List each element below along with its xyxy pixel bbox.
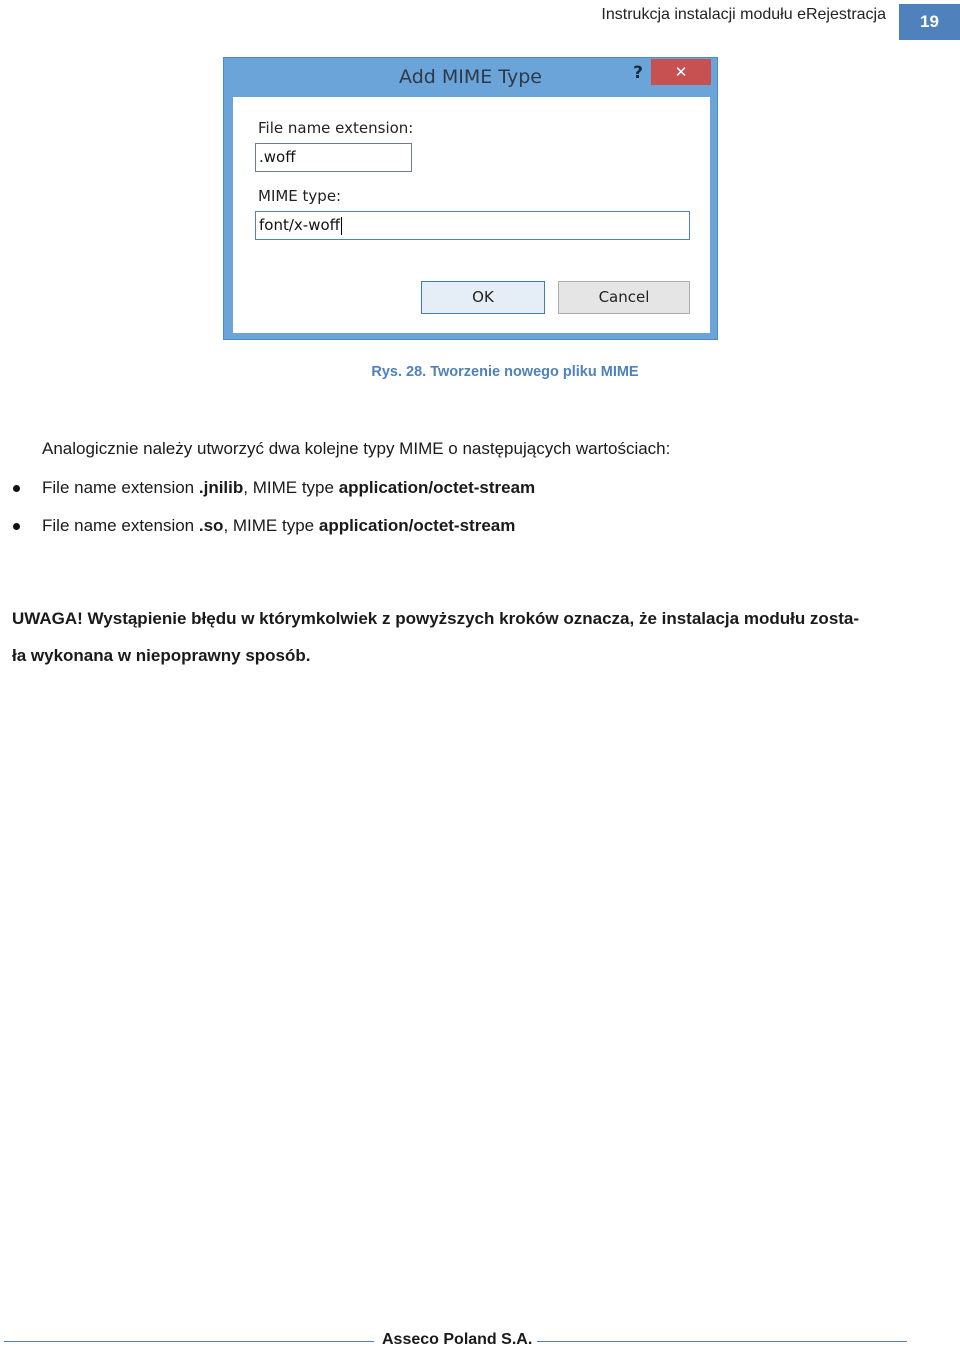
dialog-body — [233, 97, 710, 333]
help-icon[interactable]: ? — [633, 63, 643, 83]
bullet-mid: , MIME type — [243, 478, 339, 497]
bullet-mime-type: application/octet-stream — [318, 516, 516, 535]
bullet-prefix: File name extension — [42, 478, 199, 497]
list-item — [42, 478, 535, 498]
dialog-title: Add MIME Type — [399, 66, 542, 88]
header-title: Instrukcja instalacji modułu eRejestracja — [601, 6, 886, 23]
warning-note — [12, 600, 912, 674]
warning-line: ła wykonana w niepoprawny sposób. — [12, 646, 311, 665]
close-button[interactable]: ✕ — [651, 59, 711, 85]
extension-label: File name extension: — [258, 119, 414, 137]
ok-button[interactable]: OK — [421, 281, 545, 314]
footer-company: Asseco Poland S.A. — [382, 1331, 533, 1348]
warning-line: UWAGA! Wystąpienie błędu w którymkolwiek z powyższych kroków oznacza, że instalacja modułu zosta- — [12, 609, 860, 628]
bullet-extension: .jnilib — [198, 478, 244, 497]
mime-type-input[interactable] — [255, 211, 690, 240]
add-mime-type-dialog — [223, 57, 718, 340]
bullet-icon — [13, 485, 20, 492]
intro-paragraph: Analogicznie należy utworzyć dwa kolejne typy MIME o następujących wartościach: — [42, 439, 671, 458]
mime-type-value: font/x-woff — [259, 216, 340, 234]
bullet-extension: .so — [198, 516, 224, 535]
mime-type-label: MIME type: — [258, 187, 342, 205]
footer-divider — [4, 1341, 374, 1342]
extension-input[interactable]: .woff — [255, 143, 412, 172]
footer-divider — [537, 1341, 907, 1342]
bullet-icon — [13, 523, 20, 530]
page-number-badge: 19 — [899, 4, 960, 40]
figure-caption: Rys. 28. Tworzenie nowego pliku MIME — [371, 364, 639, 380]
list-item — [42, 516, 515, 536]
bullet-mid: , MIME type — [223, 516, 319, 535]
bullet-mime-type: application/octet-stream — [338, 478, 536, 497]
cancel-button[interactable]: Cancel — [558, 281, 690, 314]
text-caret — [341, 217, 342, 235]
bullet-prefix: File name extension — [42, 516, 199, 535]
